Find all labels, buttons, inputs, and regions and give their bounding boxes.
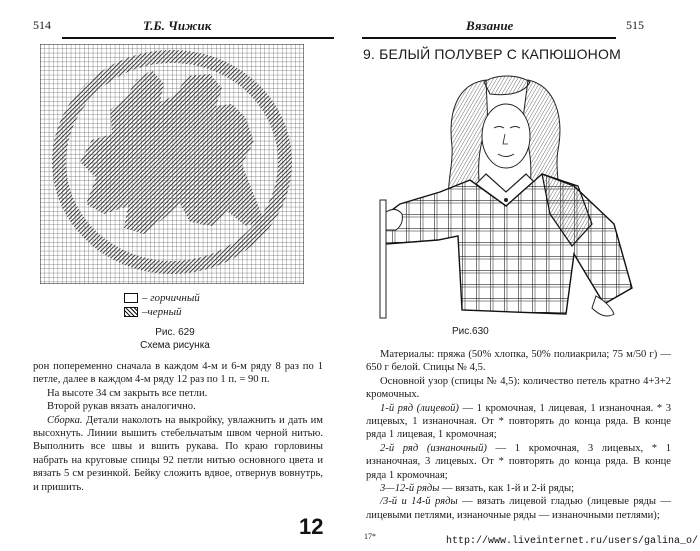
sweater-illustration — [378, 74, 636, 326]
row2-label: 2-й ряд (изнаночный) — [380, 442, 487, 454]
assembly-label: Сборка. — [47, 414, 83, 426]
figure-number-left: Рис. 629 — [155, 327, 195, 338]
row1-label: 1-й ряд (лицевой) — [380, 402, 459, 414]
row2-paragraph — [366, 442, 671, 482]
paragraph: На высоте 34 см закрыть все петли. — [47, 387, 208, 399]
legend-swatch-dark — [124, 307, 138, 317]
legend-label-light: – горчичный — [142, 292, 200, 304]
row3-label: 3—12-й ряды — [380, 483, 440, 495]
row3-paragraph — [366, 482, 671, 495]
legend-label-dark: –черный — [142, 306, 182, 318]
running-head-left: Т.Б. Чижик — [143, 18, 212, 33]
page-number-left: 514 — [33, 18, 51, 32]
stamp: 12 — [299, 514, 324, 539]
watermark-url: http://www.liveinternet.ru/users/galina_o/ — [446, 536, 699, 547]
page-number-right: 515 — [626, 18, 644, 32]
figure-caption-right: Рис.630 — [452, 326, 489, 337]
left-page — [0, 0, 345, 551]
header-rule-right — [362, 37, 616, 39]
header-rule-left — [62, 37, 334, 39]
figure-caption-left: Схема рисунка — [140, 340, 210, 351]
assembly-text: Детали наколоть на выкройку, увлажнить и дать им высохнуть. Линии вышить стебельчатым швом черной нитью. Выполнить все швы и вшить рукава. По краю горловины набрать на круговые спицы 92 петли нитью основного цвета и вязать 5 см резинкой. Бейку сложить вдвое, отвернув вовнутрь, и пришить. — [33, 414, 323, 493]
left-body-text — [33, 360, 323, 494]
row4-label: /3-й и 14-й ряды — [380, 496, 458, 508]
paragraph: Второй рукав вязать аналогично. — [47, 401, 196, 413]
legend-light — [124, 292, 200, 304]
legend-dark — [124, 306, 182, 318]
face — [482, 104, 530, 168]
paragraph: рон попеременно сначала в каждом 4-м и 6-м ряду 8 раз по 1 петле, далее в каждом 4-м ряду 12 раз по 1 п. = 90 п. — [33, 361, 323, 386]
assembly-paragraph — [33, 414, 323, 494]
row3-text: — вязать, как 1-й и 2-й ряды; — [439, 483, 575, 495]
knitting-chart — [40, 44, 304, 284]
running-head-right: Вязание — [466, 18, 514, 33]
section-title: 9. БЕЛЫЙ ПОЛУВЕР С КАПЮШОНОМ — [363, 46, 621, 62]
row1-text: — 1 кромочная, 1 лицевая, 1 изнаночная. * 3 лицевых, 1 изнаночная. От * повторять до конца ряда. В конце ряда 1 лицевая, 1 кромочная; — [366, 402, 671, 441]
pattern-paragraph: Основной узор (спицы № 4,5): количество петель кратно 4+3+2 кромочных. — [366, 375, 671, 401]
materials-paragraph: Материалы: пряжа (50% хлопка, 50% полиакрила; 75 м/50 г) — 650 г белой. Спицы № 4,5. — [366, 349, 671, 374]
legend-swatch-light — [124, 293, 138, 303]
row2-text: — 1 кромочная, 3 лицевых, * 1 изнаночная, 3 лицевых. От * повторять до конца ряда. В конце ряда 1 кромочная; — [366, 442, 671, 481]
row4-paragraph — [366, 495, 671, 522]
signature-mark: 17* — [364, 532, 376, 541]
right-body-text — [366, 348, 671, 522]
row1-paragraph — [366, 402, 671, 442]
row4-text: — вязать лицевой гладью (лицевые ряды — лицевыми петлями, изнаночные ряды — изнаночными петлями); — [366, 496, 671, 521]
